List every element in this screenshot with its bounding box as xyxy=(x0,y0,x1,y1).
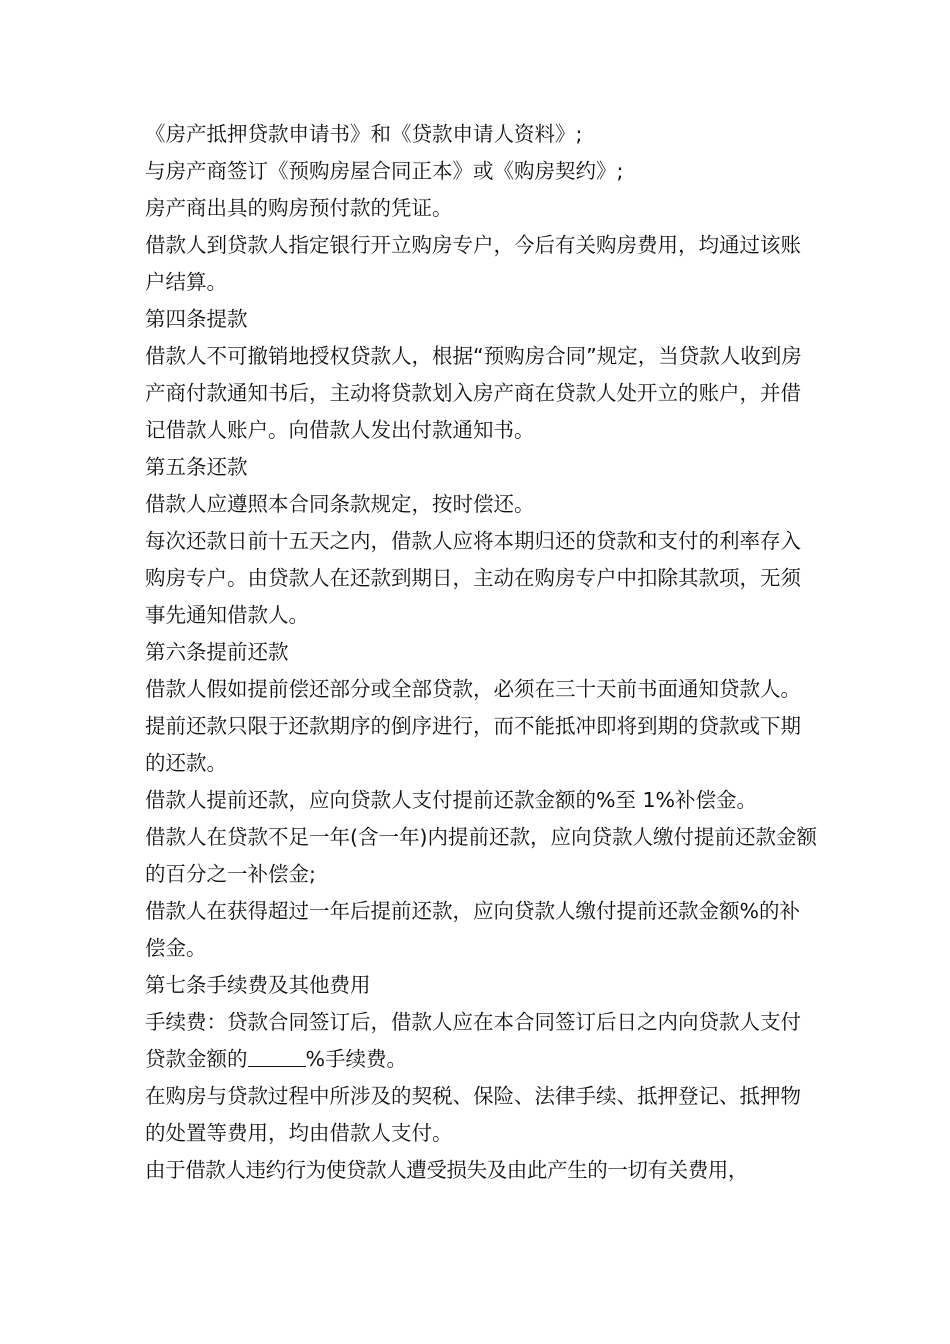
paragraph-12: 借款人在获得超过一年后提前还款，应向贷款人缴付提前还款金额%的补偿金。 xyxy=(145,899,800,960)
paragraph-14: 由于借款人违约行为使贷款人遭受损失及由此产生的一切有关费用， xyxy=(145,1158,748,1182)
paragraph-2: 与房产商签订《预购房屋合同正本》或《购房契约》; xyxy=(145,159,624,183)
paragraph-10: 借款人提前还款，应向贷款人支付提前还款金额的%至 1%补偿金。 xyxy=(145,788,758,812)
section-heading-6: 第六条提前还款 xyxy=(145,640,289,664)
section-heading-5: 第五条还款 xyxy=(145,455,248,479)
section-heading-7: 第七条手续费及其他费用 xyxy=(145,973,371,997)
paragraph-5: 借款人不可撤销地授权贷款人，根据“预购房合同”规定，当贷款人收到房产商付款通知书后，主动将贷款划入房产商在贷款人处开立的账户，并借记借款人账户。向借款人发出付款通知书。 xyxy=(145,344,802,442)
section-heading-4: 第四条提款 xyxy=(145,307,248,331)
fee-paragraph xyxy=(145,1004,820,1078)
paragraph-9: 提前还款只限于还款期序的倒序进行，而不能抵冲即将到期的贷款或下期的还款。 xyxy=(145,714,801,775)
paragraph-7: 每次还款日前十五天之内，借款人应将本期归还的贷款和支付的利率存入购房专户。由贷款人在还款到期日，主动在购房专户中扣除其款项，无须事先通知借款人。 xyxy=(145,529,801,627)
paragraph-8: 借款人假如提前偿还部分或全部贷款，必须在三十天前书面通知贷款人。 xyxy=(145,677,801,701)
fee-percent-blank xyxy=(248,1046,306,1067)
fee-text-before: 手续费：贷款合同签订后，借款人应在本合同签订后日之内向贷款人支付贷款金额的 xyxy=(145,1010,801,1071)
fee-text-after: %手续费。 xyxy=(305,1047,407,1071)
document-body xyxy=(145,116,820,1189)
paragraph-6: 借款人应遵照本合同条款规定，按时偿还。 xyxy=(145,492,535,516)
paragraph-1: 《房产抵押贷款申请书》和《贷款申请人资料》; xyxy=(145,122,583,146)
paragraph-3: 房产商出具的购房预付款的凭证。 xyxy=(145,196,453,220)
paragraph-11: 借款人在贷款不足一年(含一年)内提前还款，应向贷款人缴付提前还款金额的百分之一补偿金; xyxy=(145,825,817,886)
paragraph-13: 在购房与贷款过程中所涉及的契税、保险、法律手续、抵押登记、抵押物的处置等费用，均由借款人支付。 xyxy=(145,1084,801,1145)
paragraph-4: 借款人到贷款人指定银行开立购房专户，今后有关购房费用，均通过该账户结算。 xyxy=(145,233,801,294)
